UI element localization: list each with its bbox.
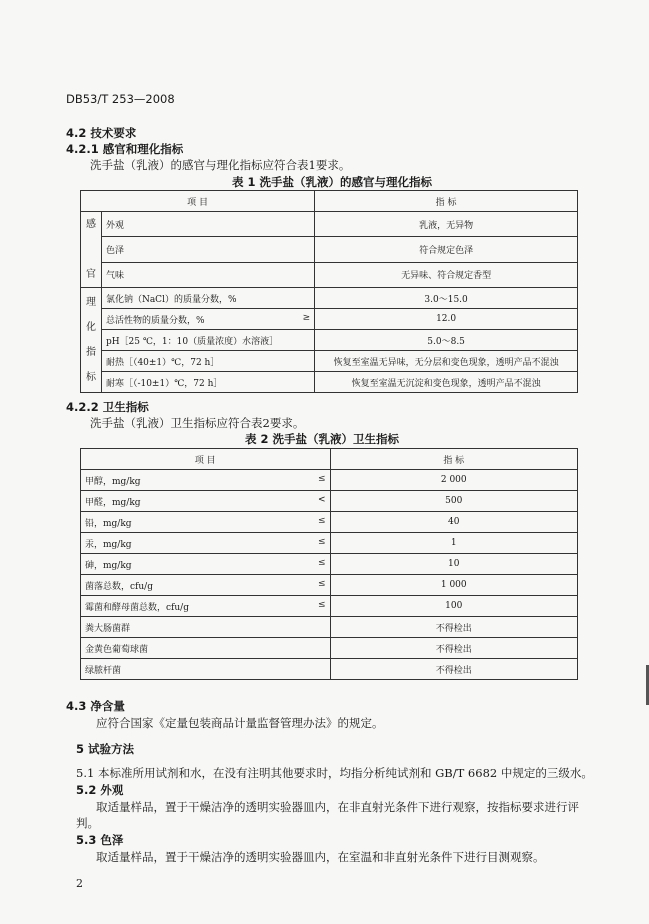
table1-group-sensory: 感 官	[81, 212, 102, 288]
section-4-2-1-title: 4.2.1 感官和理化指标	[66, 142, 184, 156]
section-4-2-title: 4.2 技术要求	[66, 126, 137, 140]
table2-cell-value: 40	[330, 512, 578, 533]
table2-col-item: 项 目	[81, 449, 331, 470]
table1-group-physchem: 理 化 指 标	[81, 288, 102, 393]
table-row	[81, 351, 578, 372]
section-5-3-text: 取适量样品，置于干燥洁净的透明实验器皿内，在室温和非直射光条件下进行目测观察。	[96, 850, 545, 864]
section-4-3-title: 4.3 净含量	[66, 699, 125, 713]
section-5-2-text-line1: 取适量样品，置于干燥洁净的透明实验器皿内，在非直射光条件下进行观察，按指标要求进行评	[96, 800, 579, 814]
table2-cell-value: 10	[330, 554, 578, 575]
table1-cell-item: 色泽	[101, 237, 314, 262]
table-row	[81, 372, 578, 393]
table2-caption: 表 2 洗手盐（乳液）卫生指标	[245, 432, 400, 446]
table2-cell-item: 菌落总数，cfu/g ≤	[81, 575, 331, 596]
table-row	[81, 638, 578, 659]
table2-cell-value: 2 000	[330, 470, 578, 491]
table2-cell-value: 不得检出	[330, 638, 578, 659]
table1-cell-value: 12.0	[315, 309, 578, 330]
table-row	[81, 575, 578, 596]
table1-cell-item: 耐热［（40±1）℃，72 h］	[101, 351, 314, 372]
table-row	[81, 596, 578, 617]
table1-cell-item: 总活性物的质量分数，% ≥	[101, 309, 314, 330]
table2-cell-item: 铅，mg/kg ≤	[81, 512, 331, 533]
table1-col-value: 指 标	[315, 191, 578, 212]
table2-cell-item: 霉菌和酵母菌总数，cfu/g ≤	[81, 596, 331, 617]
table1-caption: 表 1 洗手盐（乳液）的感官与理化指标	[232, 175, 433, 189]
table-row	[81, 330, 578, 351]
table2-col-value: 指 标	[330, 449, 578, 470]
table2-cell-item: 绿脓杆菌	[81, 659, 331, 680]
table-row	[81, 512, 578, 533]
table2-cell-value: 不得检出	[330, 659, 578, 680]
table-row	[81, 533, 578, 554]
table1-col-item: 项 目	[81, 191, 315, 212]
table-row	[81, 262, 578, 287]
table2-cell-item: 金黄色葡萄球菌	[81, 638, 331, 659]
table-row	[81, 659, 578, 680]
table1-cell-value: 无异味、符合规定香型	[315, 262, 578, 287]
page-number: 2	[76, 877, 83, 890]
table1-cell-item: 气味	[101, 262, 314, 287]
table2-cell-item: 甲醛，mg/kg <	[81, 491, 331, 512]
doc-code: DB53/T 253—2008	[66, 92, 175, 106]
section-4-3-text: 应符合国家《定量包装商品计量监督管理办法》的规定。	[96, 716, 384, 730]
section-5-2-text-line2: 判。	[76, 816, 99, 830]
table-row	[81, 554, 578, 575]
table1	[80, 190, 578, 393]
table2-cell-value: 1	[330, 533, 578, 554]
table1-cell-value: 恢复至室温无异味，无分层和变色现象，透明产品不混浊	[315, 351, 578, 372]
section-4-2-2-title: 4.2.2 卫生指标	[66, 400, 149, 414]
table-row	[81, 309, 578, 330]
table1-cell-item: 耐寒［（-10±1）℃，72 h］	[101, 372, 314, 393]
table2-cell-value: 500	[330, 491, 578, 512]
section-5-1-text: 5.1 本标准所用试剂和水，在没有注明其他要求时，均指分析纯试剂和 GB/T 6682 中规定的三级水。	[76, 766, 593, 780]
table2-cell-item: 汞，mg/kg ≤	[81, 533, 331, 554]
table1-cell-item: pH［25 ℃，1：10（质量浓度）水溶液］	[101, 330, 314, 351]
table1-cell-item: 氯化钠（NaCl）的质量分数，%	[101, 288, 314, 309]
section-5-2-title: 5.2 外观	[76, 783, 124, 797]
section-4-2-2-intro: 洗手盐（乳液）卫生指标应符合表2要求。	[90, 416, 305, 430]
table-row	[81, 288, 578, 309]
table-row	[81, 212, 578, 237]
table1-cell-value: 5.0～8.5	[315, 330, 578, 351]
table1-cell-value: 符合规定色泽	[315, 237, 578, 262]
table2	[80, 448, 578, 680]
table1-cell-item: 外观	[101, 212, 314, 237]
section-5-3-title: 5.3 色泽	[76, 833, 124, 847]
table1-cell-value: 乳液，无异物	[315, 212, 578, 237]
table1-header-row	[81, 191, 578, 212]
table2-cell-item: 甲醇，mg/kg ≤	[81, 470, 331, 491]
table2-cell-item: 粪大肠菌群	[81, 617, 331, 638]
table-row	[81, 617, 578, 638]
table2-cell-value: 1 000	[330, 575, 578, 596]
section-5-title: 5 试验方法	[76, 742, 135, 756]
table1-cell-value: 恢复至室温无沉淀和变色现象，透明产品不混浊	[315, 372, 578, 393]
table2-cell-item: 砷，mg/kg ≤	[81, 554, 331, 575]
table-row	[81, 237, 578, 262]
table-row	[81, 470, 578, 491]
table2-cell-value: 不得检出	[330, 617, 578, 638]
table1-cell-value: 3.0～15.0	[315, 288, 578, 309]
table-row	[81, 491, 578, 512]
table2-cell-value: 100	[330, 596, 578, 617]
table2-header-row	[81, 449, 578, 470]
section-4-2-1-intro: 洗手盐（乳液）的感官与理化指标应符合表1要求。	[90, 158, 351, 172]
